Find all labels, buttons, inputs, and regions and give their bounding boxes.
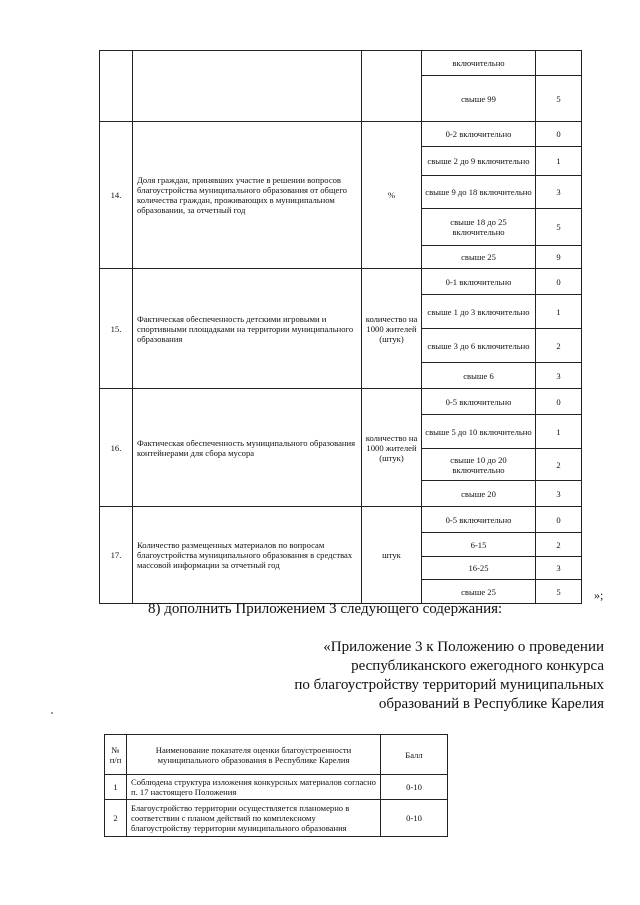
criterion-cell: 0-5 включительно <box>422 389 536 415</box>
table-row <box>100 122 582 147</box>
indicator-name: Количество размещенных материалов по вопросам благоустройства муниципального образования в средствах массовой информации за отчетный год <box>133 507 362 604</box>
points-cell <box>536 51 582 76</box>
header-score: Балл <box>381 735 448 775</box>
criterion-cell: свыше 3 до 6 включительно <box>422 329 536 363</box>
row-num: 1 <box>105 775 127 800</box>
points-cell: 2 <box>536 533 582 557</box>
indicator-name: Фактическая обеспеченность муниципального образования контейнерами для сбора мусора <box>133 389 362 507</box>
indicator-unit: штук <box>362 507 422 604</box>
criterion-cell: свыше 18 до 25 включительно <box>422 209 536 246</box>
appendix-table-header <box>105 735 448 775</box>
criteria-table <box>99 50 582 604</box>
indicator-unit: % <box>362 122 422 269</box>
amendment-paragraph: 8) дополнить Приложением 3 следующего содержания: <box>148 601 503 617</box>
points-cell: 0 <box>536 122 582 147</box>
table-row <box>105 775 448 800</box>
row-num <box>100 51 133 122</box>
criterion-cell: 6-15 <box>422 533 536 557</box>
points-cell: 1 <box>536 147 582 176</box>
criterion-cell: включительно <box>422 51 536 76</box>
points-cell: 1 <box>536 295 582 329</box>
points-cell: 3 <box>536 557 582 580</box>
criterion-cell: свыше 25 <box>422 246 536 269</box>
table-row <box>100 51 582 76</box>
points-cell: 3 <box>536 176 582 209</box>
points-cell: 0 <box>536 389 582 415</box>
table-row <box>105 800 448 837</box>
row-name <box>133 51 362 122</box>
row-score: 0-10 <box>381 800 448 837</box>
appendix-table <box>104 734 448 837</box>
table-row <box>100 507 582 533</box>
points-cell: 0 <box>536 507 582 533</box>
points-cell: 3 <box>536 481 582 507</box>
criterion-cell: свыше 20 <box>422 481 536 507</box>
appendix-heading-line: по благоустройству территорий муниципальных <box>294 677 604 693</box>
appendix-heading-line: образований в Республике Карелия <box>378 696 604 712</box>
points-cell: 5 <box>536 209 582 246</box>
points-cell: 3 <box>536 363 582 389</box>
row-name: Соблюдена структура изложения конкурсных материалов согласно п. 17 настоящего Положения <box>127 775 381 800</box>
criterion-cell: свыше 5 до 10 включительно <box>422 415 536 449</box>
row-name: Благоустройство территории осуществляется планомерно в соответствии с планом действий по комплексному благоустройству территории муниципального образования <box>127 800 381 837</box>
indicator-unit: количество на 1000 жителей (штук) <box>362 389 422 507</box>
table-row <box>100 269 582 295</box>
criterion-cell: свыше 99 <box>422 76 536 122</box>
criterion-cell: свыше 10 до 20 включительно <box>422 449 536 481</box>
scan-speck <box>51 712 53 714</box>
closing-quote: »; <box>594 588 604 602</box>
appendix-heading-line: республиканского ежегодного конкурса <box>351 658 604 674</box>
criterion-cell: свыше 25 <box>422 580 536 604</box>
points-cell: 1 <box>536 415 582 449</box>
header-name: Наименование показателя оценки благоустроенности муниципального образования в Республике Карелия <box>127 735 381 775</box>
criterion-cell: свыше 2 до 9 включительно <box>422 147 536 176</box>
indicator-unit: количество на 1000 жителей (штук) <box>362 269 422 389</box>
points-cell: 2 <box>536 449 582 481</box>
indicator-name: Фактическая обеспеченность детскими игровыми и спортивными площадками на территории муниципального образования <box>133 269 362 389</box>
indicator-number: 14. <box>100 122 133 269</box>
row-unit <box>362 51 422 122</box>
criterion-cell: свыше 9 до 18 включительно <box>422 176 536 209</box>
indicator-name: Доля граждан, принявших участие в решении вопросов благоустройства муниципального образования от общего количества граждан, проживающих в муниципальном образовании, за отчетный год <box>133 122 362 269</box>
indicator-number: 16. <box>100 389 133 507</box>
row-score: 0-10 <box>381 775 448 800</box>
header-num: № п/п <box>105 735 127 775</box>
indicator-number: 15. <box>100 269 133 389</box>
criterion-cell: 0-1 включительно <box>422 269 536 295</box>
appendix-heading <box>264 638 604 714</box>
points-cell: 2 <box>536 329 582 363</box>
criterion-cell: 0-5 включительно <box>422 507 536 533</box>
indicator-number: 17. <box>100 507 133 604</box>
row-num: 2 <box>105 800 127 837</box>
points-cell: 5 <box>536 76 582 122</box>
points-cell: 0 <box>536 269 582 295</box>
points-cell: 9 <box>536 246 582 269</box>
criterion-cell: свыше 6 <box>422 363 536 389</box>
table-row <box>100 389 582 415</box>
criterion-cell: 0-2 включительно <box>422 122 536 147</box>
criterion-cell: свыше 1 до 3 включительно <box>422 295 536 329</box>
appendix-heading-line: «Приложение 3 к Положению о проведении <box>323 639 604 655</box>
points-cell: 5 <box>536 580 582 604</box>
criterion-cell: 16-25 <box>422 557 536 580</box>
